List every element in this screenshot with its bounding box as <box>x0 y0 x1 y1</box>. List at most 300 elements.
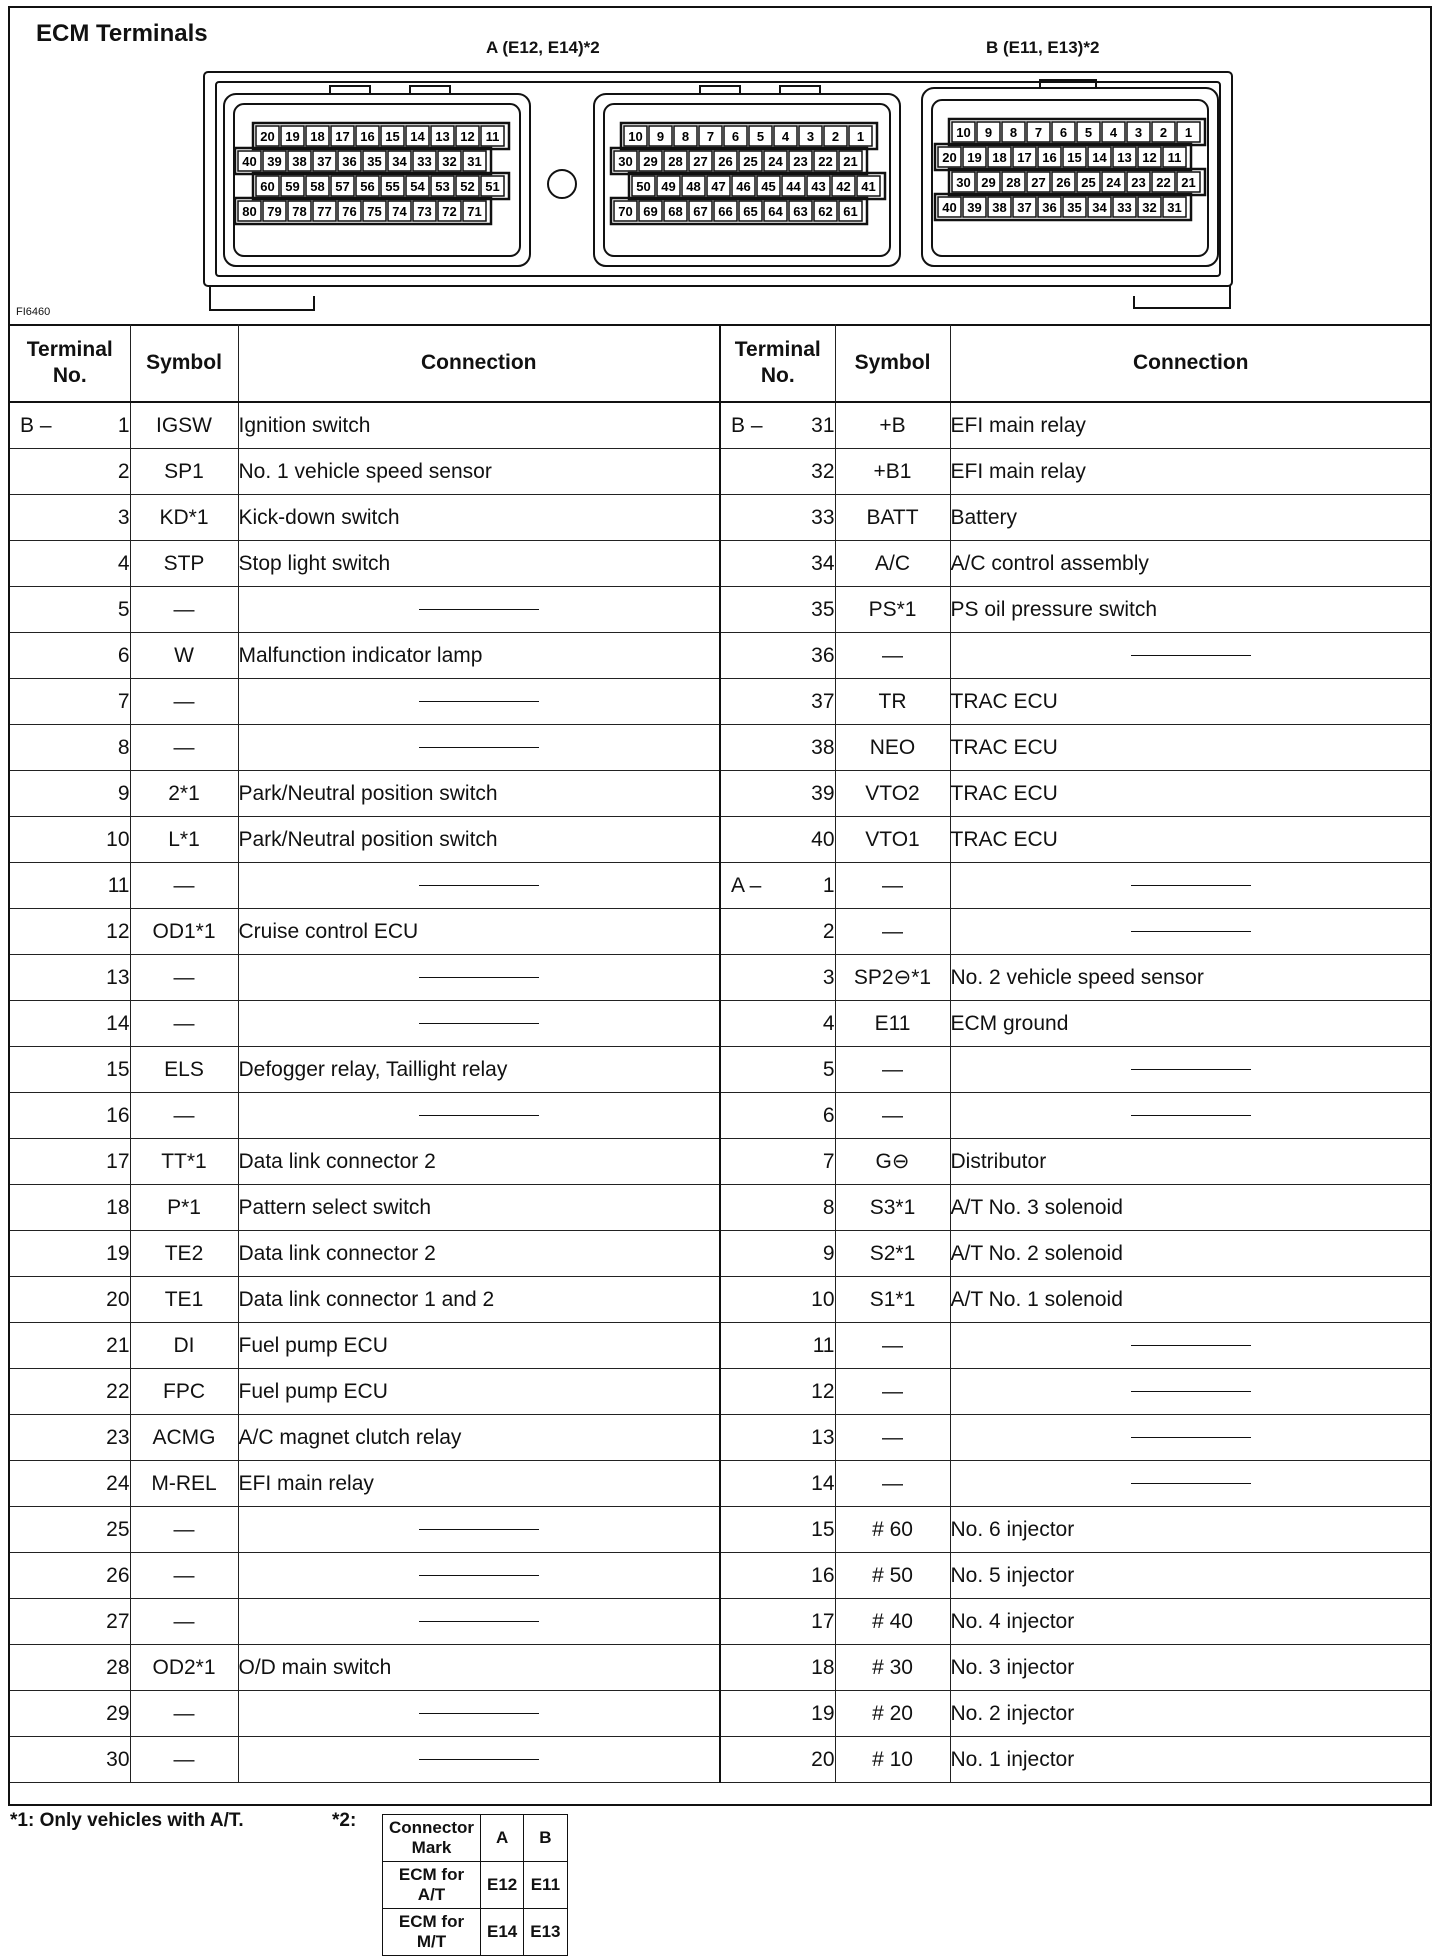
pin-label: 41 <box>861 179 876 194</box>
connector-key <box>410 86 450 94</box>
terminal-number-cell <box>10 1507 130 1553</box>
symbol-cell: — <box>130 587 238 633</box>
connector-prefix: B – <box>731 413 763 437</box>
symbol-cell: KD*1 <box>130 495 238 541</box>
terminal-number-cell <box>720 955 835 1001</box>
table-row <box>10 587 719 633</box>
connection-cell: Kick-down switch <box>238 495 719 541</box>
no-connection-line <box>419 1759 539 1760</box>
connection-cell <box>950 1415 1431 1461</box>
terminal-number: 13 <box>811 1425 835 1449</box>
terminal-number-cell <box>720 1231 835 1277</box>
pin-label: 1 <box>856 129 865 144</box>
connection-header: Connection <box>238 324 719 402</box>
terminal-number: 40 <box>811 827 835 851</box>
connection-cell: TRAC ECU <box>950 725 1431 771</box>
connector-mark-row <box>383 1909 568 1956</box>
connection-cell <box>238 1001 719 1047</box>
terminal-number: 8 <box>117 735 130 759</box>
pin-label: 20 <box>260 129 275 144</box>
table-row <box>10 1461 719 1507</box>
terminal-number: 2 <box>822 919 835 943</box>
symbol-cell: BATT <box>835 495 950 541</box>
terminal-number: 13 <box>106 965 130 989</box>
pin-label: 66 <box>718 204 733 219</box>
pin-label: 70 <box>618 204 633 219</box>
terminal-number-cell <box>10 1323 130 1369</box>
terminal-number: 6 <box>117 643 130 667</box>
pin-label: 5 <box>756 129 765 144</box>
symbol-cell: SP2⊖*1 <box>835 955 950 1001</box>
terminal-number-cell <box>10 1691 130 1737</box>
table-row <box>10 1553 719 1599</box>
footnote-2-marker: *2: <box>332 1810 357 1831</box>
terminal-number: 34 <box>811 551 835 575</box>
terminal-number-cell <box>720 725 835 771</box>
connection-cell <box>950 1093 1431 1139</box>
connection-cell <box>950 909 1431 955</box>
pin-label: 13 <box>1117 150 1132 165</box>
terminal-number: 23 <box>106 1425 130 1449</box>
terminal-number: 15 <box>811 1517 835 1541</box>
table-row <box>10 633 719 679</box>
pin-label: 11 <box>1167 150 1182 165</box>
terminal-number-cell <box>10 1185 130 1231</box>
symbol-cell: # 20 <box>835 1691 950 1737</box>
connection-cell: No. 6 injector <box>950 1507 1431 1553</box>
terminal-number: 1 <box>822 873 835 897</box>
symbol-header: Symbol <box>835 324 950 402</box>
symbol-cell: S3*1 <box>835 1185 950 1231</box>
terminal-number: 39 <box>811 781 835 805</box>
terminal-number-cell <box>720 863 835 909</box>
pin-label: 9 <box>656 129 665 144</box>
pin-label: 77 <box>317 204 332 219</box>
terminal-number-cell <box>720 1599 835 1645</box>
table-row <box>720 1277 1431 1323</box>
terminal-number-cell <box>720 1369 835 1415</box>
terminal-number: 37 <box>811 689 835 713</box>
terminal-number: 15 <box>106 1057 130 1081</box>
terminal-number: 38 <box>811 735 835 759</box>
pin-label: 51 <box>485 179 500 194</box>
table-row <box>720 1737 1431 1783</box>
table-row <box>720 1001 1431 1047</box>
terminal-number: 1 <box>117 413 130 437</box>
table-header <box>720 324 1431 402</box>
terminal-number: 22 <box>106 1379 130 1403</box>
terminal-number-cell <box>720 1001 835 1047</box>
connection-cell: A/T No. 2 solenoid <box>950 1231 1431 1277</box>
connection-cell: Malfunction indicator lamp <box>238 633 719 679</box>
terminal-number-cell <box>10 1737 130 1783</box>
connector-mark-header-row <box>383 1815 568 1862</box>
symbol-cell: G⊖ <box>835 1139 950 1185</box>
pin-label: 18 <box>992 150 1007 165</box>
symbol-cell: — <box>835 1369 950 1415</box>
symbol-cell: FPC <box>130 1369 238 1415</box>
table-row <box>720 1553 1431 1599</box>
table-row <box>10 1645 719 1691</box>
pin-label: 27 <box>1031 175 1046 190</box>
symbol-cell: IGSW <box>130 402 238 449</box>
symbol-cell: NEO <box>835 725 950 771</box>
symbol-cell: — <box>835 1093 950 1139</box>
connection-cell: A/C control assembly <box>950 541 1431 587</box>
symbol-cell: VTO1 <box>835 817 950 863</box>
no-connection-line <box>1131 1069 1251 1070</box>
connection-cell <box>238 863 719 909</box>
connection-cell: Data link connector 1 and 2 <box>238 1277 719 1323</box>
terminal-number: 21 <box>106 1333 130 1357</box>
pin-label: 35 <box>367 154 382 169</box>
terminal-number-cell <box>10 449 130 495</box>
pin-label: 23 <box>793 154 808 169</box>
terminal-number: 25 <box>106 1517 130 1541</box>
connector-a-label: A (E12, E14)*2 <box>486 38 600 57</box>
pin-label: 30 <box>956 175 971 190</box>
pin-label: 69 <box>643 204 658 219</box>
terminal-number-cell <box>720 1093 835 1139</box>
connection-cell: PS oil pressure switch <box>950 587 1431 633</box>
pin-label: 6 <box>731 129 740 144</box>
pin-label: 72 <box>442 204 457 219</box>
connector-mark-cell: ECM for M/T <box>383 1909 481 1956</box>
no-connection-line <box>419 747 539 748</box>
table-row <box>10 1231 719 1277</box>
symbol-cell: # 30 <box>835 1645 950 1691</box>
pin-label: 14 <box>1092 150 1107 165</box>
connector-key <box>330 86 370 94</box>
connection-cell <box>950 1323 1431 1369</box>
terminal-number-cell <box>10 633 130 679</box>
symbol-cell: P*1 <box>130 1185 238 1231</box>
pin-label: 8 <box>681 129 690 144</box>
connection-cell <box>950 863 1431 909</box>
pin-label: 29 <box>981 175 996 190</box>
connection-cell <box>950 633 1431 679</box>
table-row <box>720 1691 1431 1737</box>
pin-label: 44 <box>786 179 801 194</box>
terminal-number-cell <box>720 771 835 817</box>
pin-label: 31 <box>467 154 482 169</box>
symbol-cell: TR <box>835 679 950 725</box>
connection-cell: No. 4 injector <box>950 1599 1431 1645</box>
connection-cell: A/C magnet clutch relay <box>238 1415 719 1461</box>
table-row <box>10 771 719 817</box>
terminal-number: 19 <box>811 1701 835 1725</box>
terminal-no-header: Terminal No. <box>10 324 130 402</box>
table-row <box>720 725 1431 771</box>
table-row <box>720 1323 1431 1369</box>
terminal-number-cell <box>720 633 835 679</box>
connection-cell: Defogger relay, Taillight relay <box>238 1047 719 1093</box>
pin-label: 38 <box>292 154 307 169</box>
terminal-number-cell <box>720 1415 835 1461</box>
terminal-number-cell <box>10 679 130 725</box>
symbol-cell: — <box>130 1691 238 1737</box>
pin-label: 37 <box>1017 200 1032 215</box>
table-row <box>10 1737 719 1783</box>
connection-cell <box>238 1599 719 1645</box>
terminal-number: 30 <box>106 1747 130 1771</box>
pin-label: 10 <box>956 125 971 140</box>
terminal-number: 12 <box>811 1379 835 1403</box>
terminal-number-cell <box>10 495 130 541</box>
terminal-number-cell <box>720 1185 835 1231</box>
pin-label: 36 <box>342 154 357 169</box>
pin-label: 39 <box>267 154 282 169</box>
terminal-number: 18 <box>106 1195 130 1219</box>
connector-drawing <box>10 8 1430 324</box>
connector-mark-cell: E14 <box>481 1909 524 1956</box>
table-row <box>10 817 719 863</box>
pin-label: 50 <box>636 179 651 194</box>
symbol-cell: — <box>835 1461 950 1507</box>
pin-label: 28 <box>1006 175 1021 190</box>
terminal-number: 32 <box>811 459 835 483</box>
connection-cell <box>950 1047 1431 1093</box>
pin-label: 61 <box>843 204 858 219</box>
terminal-number-cell <box>720 1507 835 1553</box>
pin-label: 35 <box>1067 200 1082 215</box>
pin-label: 76 <box>342 204 357 219</box>
connector-diagram <box>10 8 1430 326</box>
symbol-cell: A/C <box>835 541 950 587</box>
pin-label: 4 <box>1109 125 1118 140</box>
symbol-cell: — <box>835 1323 950 1369</box>
terminal-number-cell <box>10 725 130 771</box>
diagram-title: ECM Terminals <box>36 20 208 47</box>
pin-label: 58 <box>310 179 325 194</box>
pin-label: 24 <box>768 154 783 169</box>
connection-cell <box>238 587 719 633</box>
pin-label: 39 <box>967 200 982 215</box>
terminal-number-cell <box>10 402 130 449</box>
terminal-number-cell <box>720 817 835 863</box>
terminal-number-cell <box>10 909 130 955</box>
pin-label: 73 <box>417 204 432 219</box>
symbol-cell: W <box>130 633 238 679</box>
no-connection-line <box>419 1115 539 1116</box>
pin-label: 7 <box>1034 125 1043 140</box>
table-row <box>720 1645 1431 1691</box>
pin-label: 2 <box>831 129 840 144</box>
terminal-number: 14 <box>811 1471 835 1495</box>
pin-label: 4 <box>781 129 790 144</box>
table-row <box>10 679 719 725</box>
pin-label: 14 <box>410 129 425 144</box>
connection-header: Connection <box>950 324 1431 402</box>
terminal-number-cell <box>10 1369 130 1415</box>
terminal-number: 16 <box>811 1563 835 1587</box>
symbol-cell: VTO2 <box>835 771 950 817</box>
pin-label: 12 <box>1142 150 1157 165</box>
connection-cell: Cruise control ECU <box>238 909 719 955</box>
terminal-number: 6 <box>822 1103 835 1127</box>
terminal-number-cell <box>10 1277 130 1323</box>
symbol-cell: — <box>130 1599 238 1645</box>
pin-label: 12 <box>460 129 475 144</box>
connection-cell: No. 5 injector <box>950 1553 1431 1599</box>
pin-label: 17 <box>335 129 350 144</box>
no-connection-line <box>419 1023 539 1024</box>
table-row <box>720 1093 1431 1139</box>
terminal-number-cell <box>720 1139 835 1185</box>
symbol-cell: DI <box>130 1323 238 1369</box>
terminal-number: 10 <box>811 1287 835 1311</box>
symbol-cell: M-REL <box>130 1461 238 1507</box>
connector-mark-b-header: B <box>524 1815 567 1862</box>
symbol-cell: SP1 <box>130 449 238 495</box>
connector-mark-table <box>382 1814 568 1956</box>
pin-label: 6 <box>1059 125 1068 140</box>
terminal-number: 5 <box>117 597 130 621</box>
terminal-number-cell <box>10 1461 130 1507</box>
symbol-cell: — <box>130 1737 238 1783</box>
pin-label: 62 <box>818 204 833 219</box>
terminal-number: 33 <box>811 505 835 529</box>
terminal-number: 35 <box>811 597 835 621</box>
footnote-1: *1: Only vehicles with A/T. <box>10 1810 244 1831</box>
symbol-cell: — <box>835 909 950 955</box>
terminal-number: 4 <box>822 1011 835 1035</box>
connection-cell: TRAC ECU <box>950 771 1431 817</box>
terminal-number: 16 <box>106 1103 130 1127</box>
table-row <box>10 1093 719 1139</box>
symbol-cell: 2*1 <box>130 771 238 817</box>
connection-cell: EFI main relay <box>950 449 1431 495</box>
pin-label: 45 <box>761 179 776 194</box>
pin-label: 3 <box>1134 125 1143 140</box>
symbol-cell: — <box>130 725 238 771</box>
connection-cell: ECM ground <box>950 1001 1431 1047</box>
connector-key <box>700 86 740 94</box>
terminal-number-cell <box>720 909 835 955</box>
connector-mark-cell: E12 <box>481 1862 524 1909</box>
no-connection-line <box>1131 655 1251 656</box>
symbol-cell: S1*1 <box>835 1277 950 1323</box>
pin-label: 74 <box>392 204 407 219</box>
symbol-cell: — <box>130 863 238 909</box>
pin-label: 13 <box>435 129 450 144</box>
terminal-number-cell <box>720 1691 835 1737</box>
figure-id: FI6460 <box>16 306 51 318</box>
terminal-number: 3 <box>117 505 130 529</box>
pin-label: 1 <box>1184 125 1193 140</box>
pin-label: 21 <box>843 154 858 169</box>
terminal-number: 19 <box>106 1241 130 1265</box>
connection-cell <box>238 1737 719 1783</box>
no-connection-line <box>419 1529 539 1530</box>
connection-cell: Pattern select switch <box>238 1185 719 1231</box>
no-connection-line <box>419 1575 539 1576</box>
terminal-number-cell <box>10 587 130 633</box>
pin-label: 59 <box>285 179 300 194</box>
connection-cell: No. 2 injector <box>950 1691 1431 1737</box>
pin-label: 5 <box>1084 125 1093 140</box>
terminal-number-cell <box>10 1139 130 1185</box>
terminal-number: 7 <box>822 1149 835 1173</box>
connection-cell: Data link connector 2 <box>238 1139 719 1185</box>
pin-label: 79 <box>267 204 282 219</box>
pin-label: 27 <box>693 154 708 169</box>
terminal-no-header: Terminal No. <box>720 324 835 402</box>
symbol-cell: PS*1 <box>835 587 950 633</box>
pin-label: 75 <box>367 204 382 219</box>
terminal-number: 17 <box>811 1609 835 1633</box>
pin-label: 38 <box>992 200 1007 215</box>
pin-label: 26 <box>1056 175 1071 190</box>
symbol-cell: OD1*1 <box>130 909 238 955</box>
connection-cell: Fuel pump ECU <box>238 1369 719 1415</box>
pin-label: 10 <box>628 129 643 144</box>
terminal-number: 28 <box>106 1655 130 1679</box>
table-row <box>10 1047 719 1093</box>
table-row <box>720 1507 1431 1553</box>
no-connection-line <box>419 885 539 886</box>
pin-label: 19 <box>285 129 300 144</box>
terminal-number-cell <box>10 1415 130 1461</box>
pin-label: 32 <box>1142 200 1157 215</box>
terminal-number-cell <box>10 1093 130 1139</box>
pin-label: 2 <box>1159 125 1168 140</box>
terminal-number: 2 <box>117 459 130 483</box>
terminal-number: 9 <box>117 781 130 805</box>
pin-label: 64 <box>768 204 783 219</box>
pin-label: 78 <box>292 204 307 219</box>
symbol-cell: — <box>130 955 238 1001</box>
no-connection-line <box>1131 1437 1251 1438</box>
pin-label: 16 <box>1042 150 1057 165</box>
connection-cell: Data link connector 2 <box>238 1231 719 1277</box>
terminal-number-cell <box>10 955 130 1001</box>
no-connection-line <box>1131 1483 1251 1484</box>
connection-cell: O/D main switch <box>238 1645 719 1691</box>
table-row <box>720 449 1431 495</box>
table-row <box>720 771 1431 817</box>
symbol-cell: # 60 <box>835 1507 950 1553</box>
pin-label: 57 <box>335 179 350 194</box>
pin-label: 43 <box>811 179 826 194</box>
pin-label: 36 <box>1042 200 1057 215</box>
connector-mark-a-header: A <box>481 1815 524 1862</box>
pin-label: 22 <box>818 154 833 169</box>
pin-label: 18 <box>310 129 325 144</box>
connection-cell <box>238 679 719 725</box>
symbol-cell: E11 <box>835 1001 950 1047</box>
table-row <box>10 1415 719 1461</box>
table-row <box>720 1047 1431 1093</box>
table-row <box>10 1139 719 1185</box>
terminal-number: 5 <box>822 1057 835 1081</box>
no-connection-line <box>419 1621 539 1622</box>
table-row <box>10 725 719 771</box>
terminal-number: 18 <box>811 1655 835 1679</box>
table-row <box>10 402 719 449</box>
no-connection-line <box>419 609 539 610</box>
pin-label: 34 <box>1092 200 1107 215</box>
table-row <box>10 863 719 909</box>
connection-cell: Battery <box>950 495 1431 541</box>
terminal-number: 11 <box>107 873 130 897</box>
table-row <box>10 909 719 955</box>
pin-label: 52 <box>460 179 475 194</box>
table-row <box>10 495 719 541</box>
terminal-number: 3 <box>822 965 835 989</box>
table-row <box>720 1231 1431 1277</box>
connector-mark-cell: E11 <box>524 1862 567 1909</box>
